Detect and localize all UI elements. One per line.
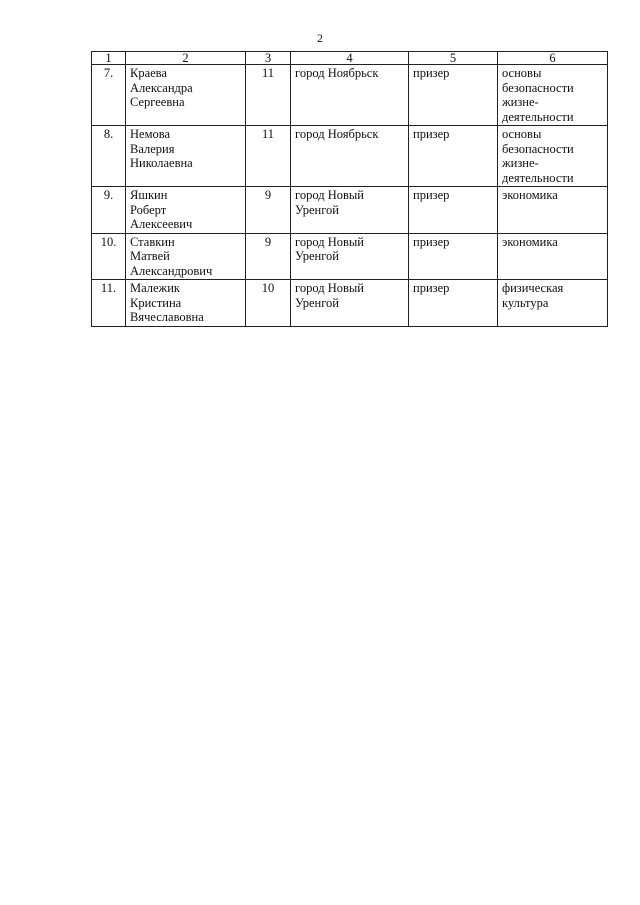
table-row bbox=[92, 126, 608, 187]
participant-name bbox=[126, 126, 246, 187]
name-line: Валерия bbox=[130, 141, 175, 156]
name-line: Роберт bbox=[130, 202, 167, 217]
city-line: Уренгой bbox=[295, 295, 339, 310]
row-number: 8. bbox=[92, 126, 126, 187]
header-cell-4: 4 bbox=[291, 52, 409, 65]
grade: 11 bbox=[246, 126, 291, 187]
status: призер bbox=[409, 126, 498, 187]
name-line: Алексеевич bbox=[130, 217, 193, 231]
participant-name bbox=[126, 65, 246, 126]
subject-line: безопасности bbox=[502, 141, 574, 156]
city bbox=[291, 233, 409, 280]
city-line: город Ноябрьск bbox=[295, 127, 379, 141]
header-cell-2: 2 bbox=[126, 52, 246, 65]
name-line: Краева bbox=[130, 66, 167, 80]
subject bbox=[498, 233, 608, 280]
header-cell-6: 6 bbox=[498, 52, 608, 65]
subject bbox=[498, 280, 608, 327]
table-header-row bbox=[92, 52, 608, 65]
row-number: 10. bbox=[92, 233, 126, 280]
city-line: город Новый bbox=[295, 188, 364, 202]
subject-line: основы bbox=[502, 127, 542, 141]
name-line: Сергеевна bbox=[130, 95, 185, 109]
city bbox=[291, 126, 409, 187]
city-line: город Новый bbox=[295, 281, 364, 295]
row-number: 11. bbox=[92, 280, 126, 327]
subject bbox=[498, 126, 608, 187]
name-line: Александра bbox=[130, 80, 193, 95]
city-line: Уренгой bbox=[295, 249, 339, 263]
subject-line: экономика bbox=[502, 188, 558, 202]
name-line: Яшкин bbox=[130, 188, 168, 202]
city-line: Уренгой bbox=[295, 202, 339, 217]
name-line: Кристина bbox=[130, 295, 182, 310]
row-number: 9. bbox=[92, 187, 126, 234]
header-cell-3: 3 bbox=[246, 52, 291, 65]
name-line: Вячеславовна bbox=[130, 310, 204, 324]
table-row bbox=[92, 280, 608, 327]
subject-line: жизне- bbox=[502, 156, 539, 170]
subject-line: экономика bbox=[502, 234, 558, 249]
grade: 11 bbox=[246, 65, 291, 126]
header-cell-5: 5 bbox=[409, 52, 498, 65]
subject-line: деятельности bbox=[502, 170, 574, 185]
grade: 9 bbox=[246, 187, 291, 234]
status: призер bbox=[409, 65, 498, 126]
subject bbox=[498, 65, 608, 126]
name-line: Александрович bbox=[130, 263, 213, 278]
grade: 9 bbox=[246, 233, 291, 280]
name-line: Матвей bbox=[130, 249, 170, 263]
status: призер bbox=[409, 187, 498, 234]
name-line: Немова bbox=[130, 127, 171, 141]
header-cell-1: 1 bbox=[92, 52, 126, 65]
city bbox=[291, 280, 409, 327]
city-line: город Ноябрьск bbox=[295, 66, 379, 80]
table-row bbox=[92, 233, 608, 280]
subject-line: физическая bbox=[502, 281, 564, 295]
table-row bbox=[92, 65, 608, 126]
grade: 10 bbox=[246, 280, 291, 327]
participant-name bbox=[126, 187, 246, 234]
status: призер bbox=[409, 233, 498, 280]
city bbox=[291, 65, 409, 126]
row-number: 7. bbox=[92, 65, 126, 126]
page-number: 2 bbox=[317, 31, 323, 45]
status: призер bbox=[409, 280, 498, 327]
name-line: Ставкин bbox=[130, 234, 175, 249]
subject-line: безопасности bbox=[502, 80, 574, 95]
subject bbox=[498, 187, 608, 234]
subject-line: деятельности bbox=[502, 109, 574, 124]
subject-line: основы bbox=[502, 66, 542, 80]
subject-line: культура bbox=[502, 295, 549, 310]
participant-name bbox=[126, 233, 246, 280]
participant-name bbox=[126, 280, 246, 327]
name-line: Николаевна bbox=[130, 156, 193, 170]
subject-line: жизне- bbox=[502, 95, 539, 109]
table-row bbox=[92, 187, 608, 234]
name-line: Малежик bbox=[130, 281, 180, 295]
results-table bbox=[91, 51, 608, 327]
city-line: город Новый bbox=[295, 234, 364, 249]
city bbox=[291, 187, 409, 234]
